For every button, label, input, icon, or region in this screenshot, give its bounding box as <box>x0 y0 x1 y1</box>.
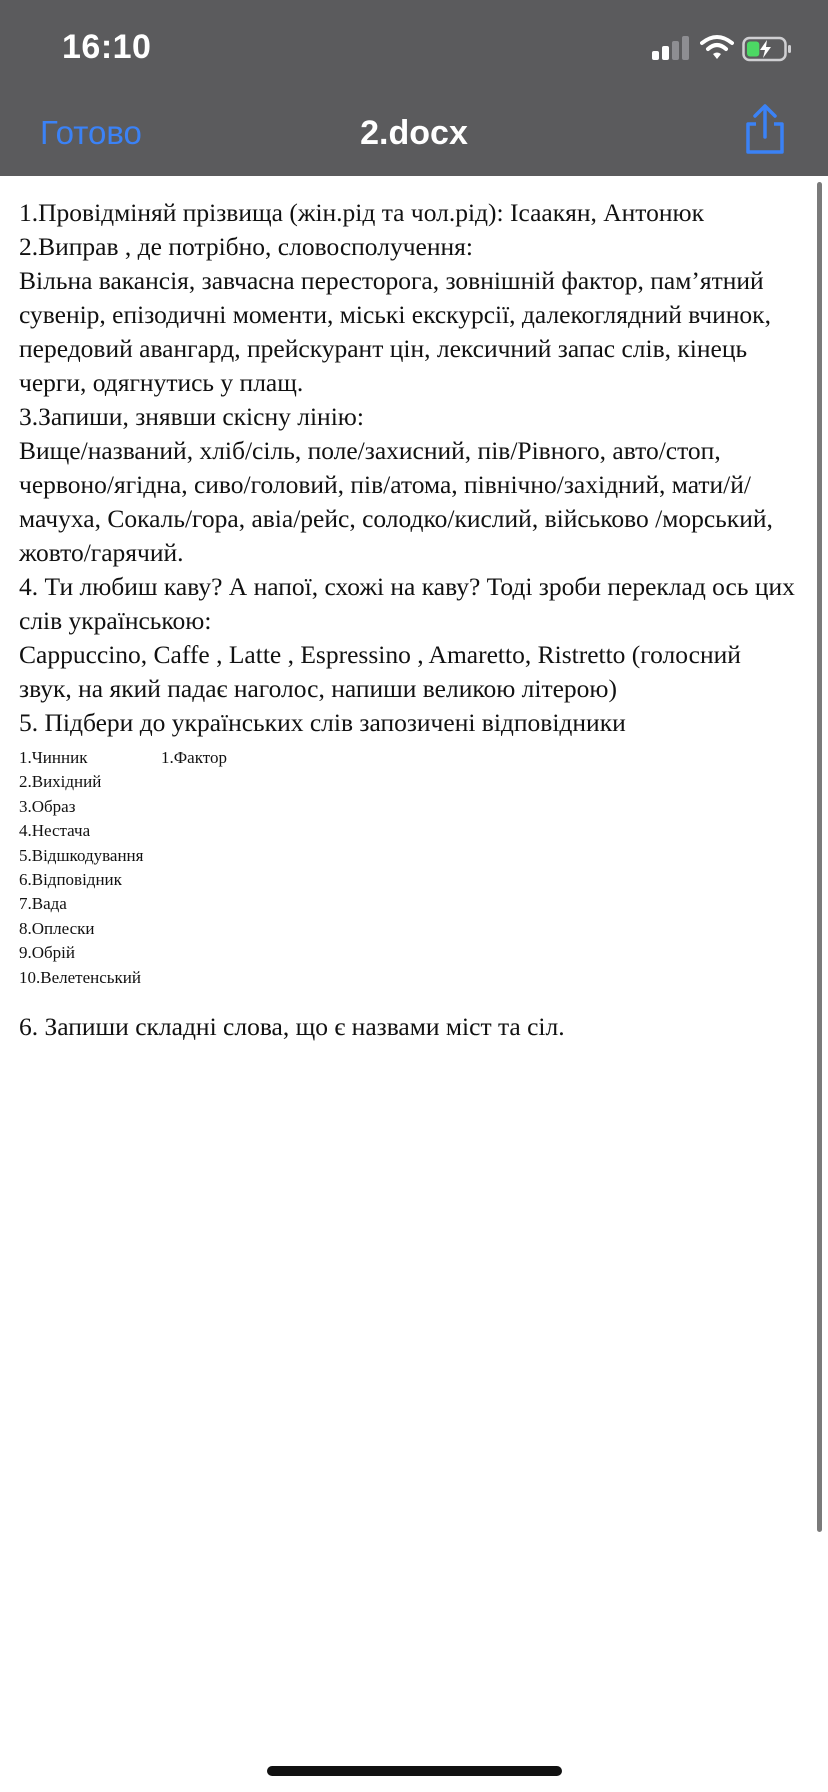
list-item <box>19 966 799 990</box>
status-time: 16:10 <box>62 28 152 66</box>
paragraph-task-2: 2.Виправ , де потрібно, словосполучення: <box>19 232 473 261</box>
list-item <box>19 868 799 892</box>
paragraph-task-4: 4. Ти любиш каву? А напої, схожі на каву? Тоді зроби переклад ось цих слів українською: <box>19 572 795 635</box>
paragraph-task-1: 1.Провідміняй прізвища (жін.рід та чол.рід): Ісаакян, Антонюк <box>19 198 704 227</box>
word-list <box>19 746 799 990</box>
word-borrowed: 1.Фактор <box>161 748 227 767</box>
list-item <box>19 941 799 965</box>
paragraph-task-4-body: Cappuccino, Caffe , Latte , Espressino , Amaretto, Ristretto (голосний звук, на який падає наголос, напиши великою літерою) <box>19 640 741 703</box>
paragraph-task-3: 3.Запиши, знявши скісну лінію: <box>19 402 364 431</box>
cellular-signal-icon <box>652 36 690 60</box>
paragraph-task-5: 5. Підбери до українських слів запозичені відповідники <box>19 708 626 737</box>
list-item <box>19 795 799 819</box>
paragraph-task-3-body: Вище/названий, хліб/сіль, поле/захисний, пів/Рівного, авто/стоп, червоно/ягідна, сиво/головий, пів/атома, північно/західний, мати/й/мачуха, Сокаль/гора, авіа/рейс, солодко/кислий, військово /морський, жовто/гарячий. <box>19 436 773 567</box>
paragraph-task-6: 6. Запиши складні слова, що є назвами міст та сіл. <box>19 1011 565 1041</box>
done-button[interactable]: Готово <box>40 114 142 151</box>
paragraph-task-2-body: Вільна вакансія, завчасна пересторога, зовнішній фактор, пам’ятний сувенір, епізодичні моменти, міські екскурсії, далекоглядний вчинок, передовий авангард, прейскурант цін, лексичний запас слів, кінець черги, одягнутись у плащ. <box>19 266 771 397</box>
word-ukrainian: 1.Чинник <box>19 748 88 767</box>
scrollbar[interactable] <box>817 182 822 1532</box>
word-ukrainian: 6.Відповідник <box>19 869 122 889</box>
word-ukrainian: 4.Нестача <box>19 821 91 841</box>
list-item <box>19 746 799 770</box>
word-ukrainian: 10.Велетенський <box>19 967 141 987</box>
word-ukrainian: 2.Вихідний <box>19 772 102 792</box>
word-ukrainian: 3.Образ <box>19 796 76 816</box>
list-item <box>19 917 799 941</box>
list-item <box>19 819 799 843</box>
document-content <box>19 196 799 1044</box>
word-ukrainian: 5.Відшкодування <box>19 845 144 865</box>
list-item <box>19 770 799 794</box>
share-icon[interactable] <box>742 104 788 156</box>
battery-charging-icon <box>742 36 792 62</box>
list-item <box>19 844 799 868</box>
word-ukrainian: 7.Вада <box>19 894 67 914</box>
word-ukrainian: 9.Обрій <box>19 943 75 963</box>
wifi-icon <box>700 34 734 60</box>
spacer <box>19 990 799 1010</box>
top-bar <box>0 0 828 176</box>
list-item <box>19 892 799 916</box>
word-ukrainian: 8.Оплески <box>19 918 95 938</box>
home-indicator[interactable] <box>267 1766 562 1776</box>
document-title: 2.docx <box>360 114 468 152</box>
